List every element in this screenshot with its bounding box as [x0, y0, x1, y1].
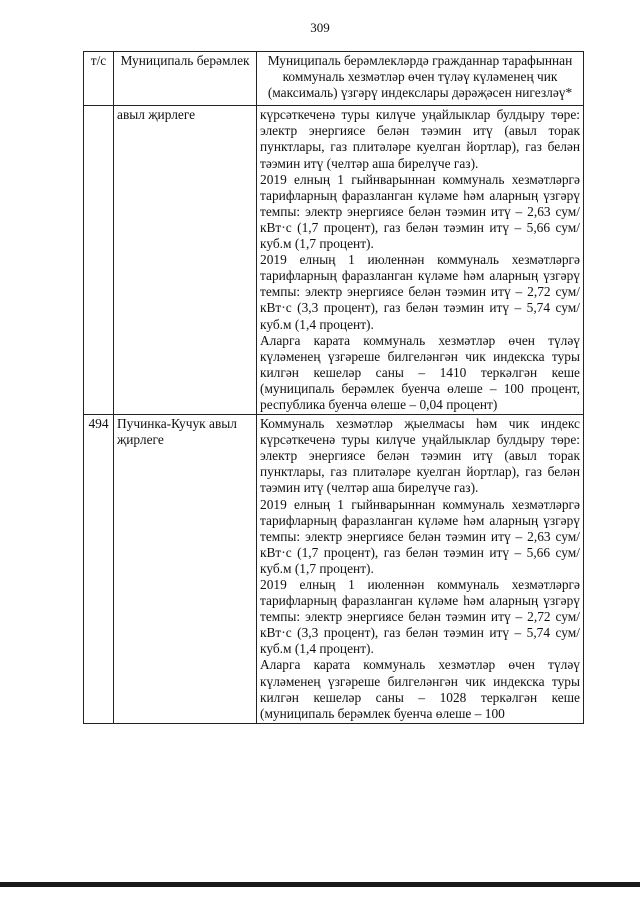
row-municipality: Пучинка-Кучук авыл җирлеге: [114, 415, 257, 724]
basis-paragraph: Коммуналь хезмәтләр җыелмасы һәм чик индекс күрсәткеченә туры килүче уңайлыклар булдыру төре: электр энергиясе белән тәэмин итү (авыл торак пунктлары, газ плитәләре куелган йортлар), газ белән тәэмин итү (челтәр аша бирелүче газ).: [260, 416, 580, 496]
table-header-row: [84, 52, 584, 106]
row-basis: [257, 106, 584, 415]
basis-paragraph: Аларга карата коммуналь хезмәтләр өчен түләү күләменең үзгәреше билгеләнгән чик индекска туры килгән кешеләр саны – 1410 теркәлгән кеше (муниципаль берәмлек буенча өлеше – 100 процент, республика буенча өлеше – 0,04 процент): [260, 332, 580, 412]
basis-paragraph: Аларга карата коммуналь хезмәтләр өчен түләү күләменең үзгәреше билгеләнгән чик индекска туры килгән кешеләр саны – 1028 теркәлгән кеше (муниципаль берәмлек буенча өлеше – 100: [260, 657, 580, 721]
header-basis: Муниципаль берәмлекләрдә гражданнар тарафыннан коммуналь хезмәтләр өчен түләү күләменең чик (максималь) үзгәрү индекслары дәрәҗәсен нигезләү*: [257, 52, 584, 106]
basis-paragraph: 2019 елның 1 гыйнварыннан коммуналь хезмәтләргә тарифларның фаразланган күләме һәм аларның үзгәрү темпы: электр энергиясе белән тәэмин итү – 2,63 сум/кВт·с (1,7 процент), газ белән тәэмин итү – 5,66 сум/куб.м (1,7 процент).: [260, 171, 580, 252]
page-number: 309: [310, 20, 330, 35]
scan-bottom-edge: [0, 882, 640, 887]
table-row: [84, 106, 584, 415]
basis-paragraph: 2019 елның 1 июленнән коммуналь хезмәтләргә тарифларның фаразланган күләме һәм аларның үзгәрү темпы: электр энергиясе белән тәэмин итү – 2,72 сум/кВт·с (3,3 процент), газ белән тәэмин итү – 5,74 сум/куб.м (1,4 процент).: [260, 577, 580, 657]
row-number: 494: [84, 415, 114, 724]
basis-paragraph: 2019 елның 1 гыйнварыннан коммуналь хезмәтләргә тарифларның фаразланган күләме һәм аларның үзгәрү темпы: электр энергиясе белән тәэмин итү – 2,63 сум/кВт·с (1,7 процент), газ белән тәэмин итү – 5,66 сум/куб.м (1,7 процент).: [260, 496, 580, 576]
basis-paragraph: 2019 елның 1 июленнән коммуналь хезмәтләргә тарифларның фаразланган күләме һәм аларның үзгәрү темпы: электр энергиясе белән тәэмин итү – 2,72 сум/кВт·с (3,3 процент), газ белән тәэмин итү – 5,74 сум/куб.м (1,4 процент).: [260, 252, 580, 332]
table-row: [84, 415, 584, 724]
row-number: [84, 106, 114, 415]
header-number: т/с: [84, 52, 114, 106]
header-municipality: Муниципаль берәмлек: [114, 52, 257, 106]
municipal-index-table: [83, 51, 584, 724]
row-basis: [257, 415, 584, 724]
basis-paragraph: күрсәткеченә туры килүче уңайлыклар булдыру төре: электр энергиясе белән тәэмин итү (авыл торак пунктлары, газ плитәләре куелган йортлар), газ белән тәэмин итү (челтәр аша бирелүче газ).: [260, 107, 580, 171]
row-municipality: авыл җирлеге: [114, 106, 257, 415]
